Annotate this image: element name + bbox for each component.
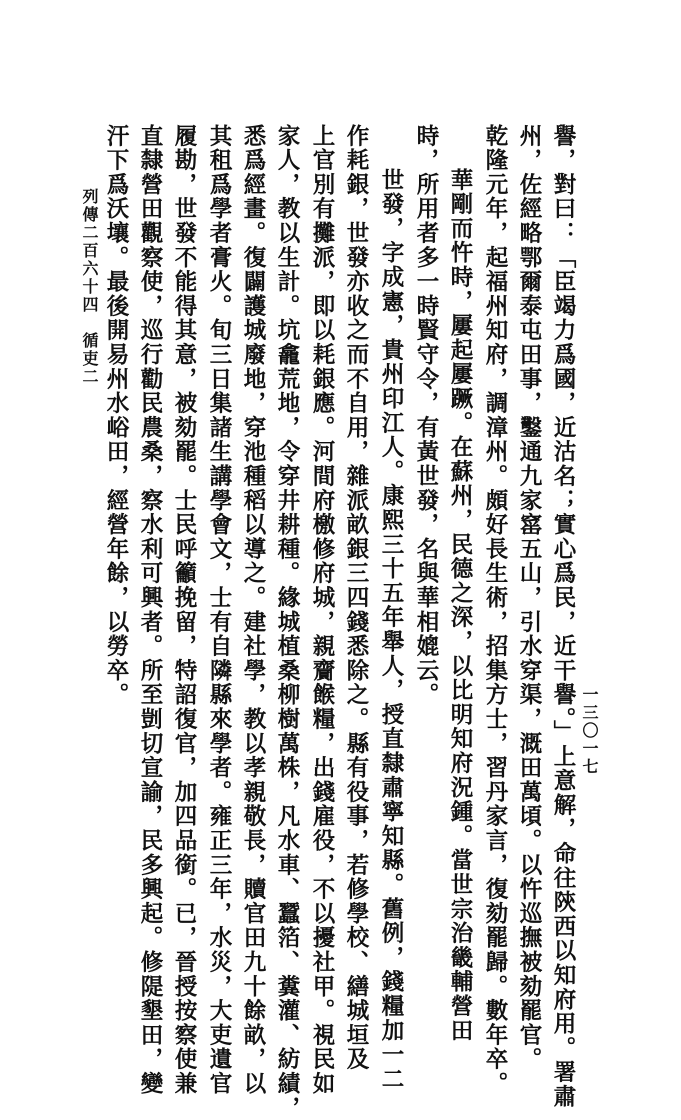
text-column-2: 州，佐經略鄂爾泰屯田事，鑿通九家窰五山，引水穿渠，溉田萬頃。以忤巡撫被劾罷官。 (516, 124, 542, 1072)
text-column-13: 直隸營田觀察使，巡行勸民農桑，察水利可興者。所至剴切宣諭，民多興起。修隄墾田，變 (137, 124, 163, 1096)
text-column-4: 華剛而忤時，屢起屢蹶。在蘇州，民德之深，以比明知府況鍾。當世宗治畿輔營田 (447, 168, 473, 1043)
running-header: 列傳二百六十四 循吏二 (80, 188, 99, 386)
text-column-6: 世發，字成憲，貴州印江人。康熙三十五年舉人，授直隸肅寧知縣。舊例，錢糧加一二 (378, 168, 404, 1092)
text-column-9: 家人，教以生計。坑龕荒地，令穿井耕種。緣城植桑柳樹萬株，凡水車、蠶箔、糞灌、紡績， (274, 124, 300, 1120)
text-column-1: 譽，對曰：「臣竭力爲國，近沽名；實心爲民，近干譽。」上意解，命往陝西以知府用。署肅 (550, 124, 576, 1110)
page-number: 一三〇一七 (580, 686, 599, 776)
text-column-7: 作耗銀，世發亦收之而不自用，雜派畝銀三四錢悉除之。縣有役事，若修學校、繕城垣及 (343, 124, 369, 1072)
text-column-10: 悉爲經畫。復闢護城廢地，穿池種稻以導之。建社學，教以孝親敬長，贖官田九十餘畝，以 (240, 124, 266, 1096)
text-column-8: 上官別有攤派，即以耗銀應。河間府檄修府城，親齎餱糧，出錢雇役，不以擾社甲。視民如 (309, 124, 335, 1096)
text-column-5: 時，所用者多一時賢守令，有黃世發，名與華相媲云。 (413, 124, 439, 708)
text-column-3: 乾隆元年，起福州知府，調漳州。頗好長生術，招集方士，習丹家言，復劾罷歸。數年卒。 (482, 124, 508, 1096)
text-column-11: 其租爲學者膏火。旬三日集諸生講學會文，士有自隣縣來學者。雍正三年，水災，大吏遺官 (206, 124, 232, 1096)
text-column-14: 汗下爲沃壤。最後開易州水峪田，經營年餘，以勞卒。 (103, 124, 129, 708)
text-column-12: 履勘，世發不能得其意，被劾罷。士民呼籲挽留，特詔復官，加四品銜。已，晉授按察使兼 (171, 124, 197, 1096)
